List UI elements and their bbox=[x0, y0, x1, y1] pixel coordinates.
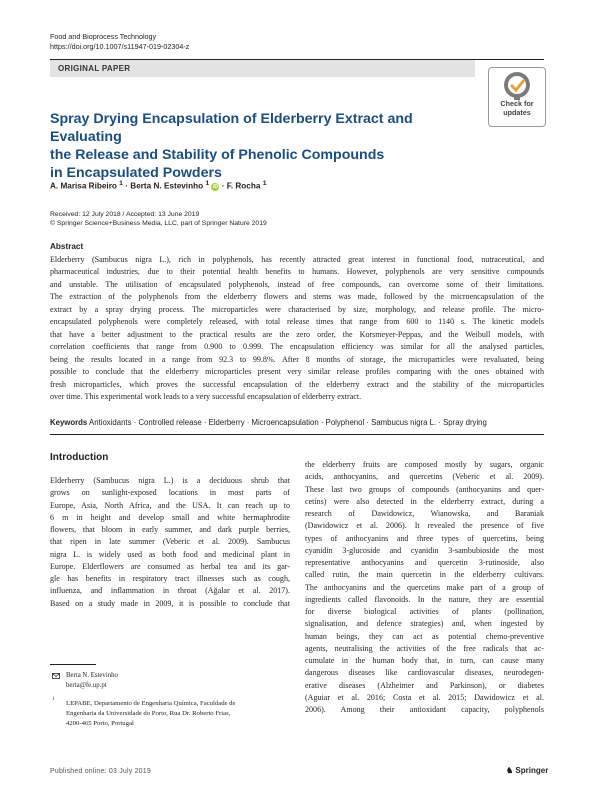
corr-email[interactable]: berta@fe.up.pt bbox=[66, 682, 107, 689]
paper-title bbox=[50, 110, 470, 182]
intro-line: (Dawidowicz et al. 2006). It revealed the presence of five bbox=[305, 521, 544, 531]
publisher-logo bbox=[506, 766, 548, 775]
intro-line: The anthocyanins and the quercetins make part of a group of bbox=[305, 582, 544, 592]
intro-line: agents, neutralising the activities of the free radicals that ac- bbox=[305, 643, 544, 653]
abstract-body bbox=[50, 254, 544, 403]
abstract-line: fresh microparticles, which proves the successful encapsulation of the elderberry extract and the stability of the microparticles bbox=[50, 379, 544, 389]
abstract-heading: Abstract bbox=[50, 242, 84, 251]
intro-line: research of Dawidowicz, Wianowska, and Baraniak bbox=[305, 509, 544, 518]
intro-line: types of anthocyanins and three types of quercetins, being bbox=[305, 533, 544, 543]
abstract-line: encapsulated polyphenols were completely released, with total release times that range from 600 to 1140 s. The kinetic models bbox=[50, 317, 544, 327]
intro-line: 6 m in height and develop small and white hermaphrodite bbox=[50, 512, 290, 522]
intro-line: the elderberry fruits are composed mostly by sugars, organic bbox=[305, 460, 544, 469]
article-dates bbox=[50, 210, 267, 228]
title-line: in Encapsulated Powders bbox=[50, 165, 222, 181]
corresponding-author bbox=[66, 671, 118, 691]
intro-line: grows on sunlight-exposed locations in most parts of bbox=[50, 488, 290, 498]
orcid-icon[interactable]: iD bbox=[212, 183, 218, 190]
introduction-heading: Introduction bbox=[50, 452, 109, 463]
abstract-line: pharmaceutical industries, due to their potential health benefits to humans. However, polyphenols are very sensitive compounds bbox=[50, 267, 544, 277]
article-type-label: ORIGINAL PAPER bbox=[58, 64, 131, 73]
intro-line: dangerous diseases like cardiovascular diseases, neurodegen- bbox=[305, 668, 544, 678]
title-line: the Release and Stability of Phenolic Compounds bbox=[50, 147, 385, 163]
title-line: Spray Drying Encapsulation of Elderberry Extract and Evaluating bbox=[50, 111, 413, 145]
abstract-line: Elderberry (Sambucus nigra L.), rich in polyphenols, has recently attracted great interest in functional food, nutraceutical, and bbox=[50, 255, 544, 264]
author-name[interactable]: F. Rocha bbox=[226, 181, 261, 191]
doi-link[interactable]: https://doi.org/10.1007/s11947-019-02304-z bbox=[50, 42, 190, 51]
abstract-line: The extraction of the polyphenols from the elderberry flowers and stems was made, followed by the microencapsulation of the bbox=[50, 292, 544, 302]
intro-line: signalisation, and defence strategies) and, when ingested by bbox=[305, 619, 544, 629]
intro-line: (Aguiar et al. 2016; Costa et al. 2015; Dawidowicz et al. bbox=[305, 692, 544, 702]
abstract-line: that have a better adjustment to the practical results are the zero order, the Korsmeyer-Peppas, and the Weibull models, with bbox=[50, 329, 544, 339]
intro-line: representative anthocyanins and quercetin 3-rutinoside, also bbox=[305, 558, 544, 567]
intro-line: Europe. Elderflowers are consumed as herbal tea and its gar- bbox=[50, 561, 290, 571]
author-affiliation: 1 bbox=[119, 180, 123, 187]
intro-line: influenza, and inflammation in throat (Ağalar et al. 2017). bbox=[50, 586, 290, 596]
check-updates-line-1: Check for bbox=[500, 99, 534, 108]
footnote-rule bbox=[50, 664, 96, 665]
intro-line: Europe, Asia, North Africa, and the USA. It can reach up to bbox=[50, 500, 290, 510]
intro-line: that ripen in late summer (Veberic et al. 2009). Sambucus bbox=[50, 537, 290, 547]
author-separator: · bbox=[221, 181, 225, 191]
author-name[interactable]: A. Marisa Ribeiro bbox=[50, 181, 117, 191]
intro-line: erative diseases (Alzheimer and Parkinson), or diabetes bbox=[305, 680, 544, 690]
author-separator: · bbox=[125, 181, 128, 191]
intro-line: cumulate in the human body that, in turn, can cause many bbox=[305, 656, 544, 665]
abstract-line: being the results located in a range from 92.3 to 99.8%. After 8 months of storage, the microparticles were revaluated, being bbox=[50, 354, 544, 364]
affiliation-number: 1 bbox=[52, 697, 55, 702]
author-name[interactable]: Berta N. Estevinho bbox=[130, 181, 204, 191]
springer-horse-icon: ♞ bbox=[506, 766, 514, 775]
affiliation-line: LEPABE, Departamento de Engenharia Química, Faculdade de bbox=[66, 700, 236, 707]
affiliation bbox=[66, 699, 286, 729]
corr-name: Berta N. Estevinho bbox=[66, 672, 118, 679]
abstract-line: over time. This experimental work leads to a very successful encapsulation of elderberry extract. bbox=[50, 391, 362, 401]
copyright-line: © Springer Science+Business Media, LLC, part of Springer Nature 2019 bbox=[50, 220, 267, 227]
intro-line: nigra L. is widely used as both food and medicinal plant in bbox=[50, 549, 290, 559]
author-affiliation: 1 bbox=[205, 180, 210, 187]
intro-line: called rutin, the main quercetin in the elderberry cultivars. bbox=[305, 570, 544, 580]
keywords-label: Keywords bbox=[50, 418, 88, 427]
check-for-updates-badge[interactable] bbox=[488, 67, 546, 127]
keywords-text: Antioxidants · Controlled release · Elderberry · Microencapsulation · Polyphenol · Sambucus nigra L. · Spray drying bbox=[89, 418, 487, 427]
intro-line: acids, anthocyanins, and quercetins (Veberic et al. 2009). bbox=[305, 472, 544, 482]
abstract-line: extract by a spray drying process. The microparticles were characterised by size, morphology, and release profile. The micro- bbox=[50, 304, 544, 314]
affiliation-line: 4200-465 Porto, Portugal bbox=[66, 720, 134, 727]
envelope-icon bbox=[52, 673, 60, 679]
intro-line: These last two groups of compounds (anthocyanins and quer- bbox=[305, 484, 544, 494]
intro-line: 2006). Among their antioxidant capacity, polyphenols bbox=[305, 705, 544, 714]
intro-line: for diverse biological activities of plants (pollination, bbox=[305, 607, 544, 616]
intro-column-left bbox=[50, 475, 290, 610]
published-online: Published online: 03 July 2019 bbox=[50, 768, 151, 775]
author-list bbox=[50, 180, 267, 191]
intro-line: Elderberry (Sambucus nigra L.) is a deciduous shrub that bbox=[50, 476, 290, 485]
affiliation-line: Engenharia da Universidade do Porto, Rua Dr. Roberto Frias, bbox=[66, 710, 231, 717]
intro-line: cetins) were also detected in the elderberry extract, during a bbox=[305, 496, 544, 506]
check-updates-icon bbox=[489, 68, 545, 102]
received-accepted: Received: 12 July 2018 / Accepted: 13 June 2019 bbox=[50, 211, 200, 218]
keywords bbox=[50, 418, 544, 427]
intro-line: human beings, they can act as potential chemo-preventive bbox=[305, 631, 544, 641]
publisher-name: Springer bbox=[515, 766, 549, 775]
journal-name: Food and Bioprocess Technology bbox=[50, 32, 157, 41]
check-updates-line-2: updates bbox=[503, 107, 531, 117]
section-rule bbox=[50, 434, 544, 435]
intro-line: ingredients called flavonoids. In the nature, they are essential bbox=[305, 594, 544, 604]
abstract-line: and unstable. The utilisation of encapsulated polyphenols, instead of free compounds, can overcome some of their limitations. bbox=[50, 279, 544, 289]
intro-column-right bbox=[305, 459, 544, 716]
intro-line: flowers, that bloom in early summer, and dark purple berries, bbox=[50, 525, 290, 534]
intro-line: cyanidin 3-glucoside and cyanidin 3-sambubioside the most bbox=[305, 545, 544, 555]
intro-line: gle has benefits in respiratory tract illnesses such as cough, bbox=[50, 574, 290, 583]
abstract-line: correlation coefficients that range from 0.900 to 0.999. The encapsulation efficiency was similar for all the analysed particles, bbox=[50, 342, 544, 352]
abstract-line: possible to conclude that the elderberry microparticles present very similar release profiles comparing with the ones obtained with bbox=[50, 367, 544, 377]
intro-line: Based on a study made in 2009, it is possible to conclude that bbox=[50, 598, 290, 608]
check-updates-label bbox=[488, 100, 546, 117]
author-affiliation: 1 bbox=[262, 180, 267, 187]
journal-header bbox=[50, 32, 189, 52]
